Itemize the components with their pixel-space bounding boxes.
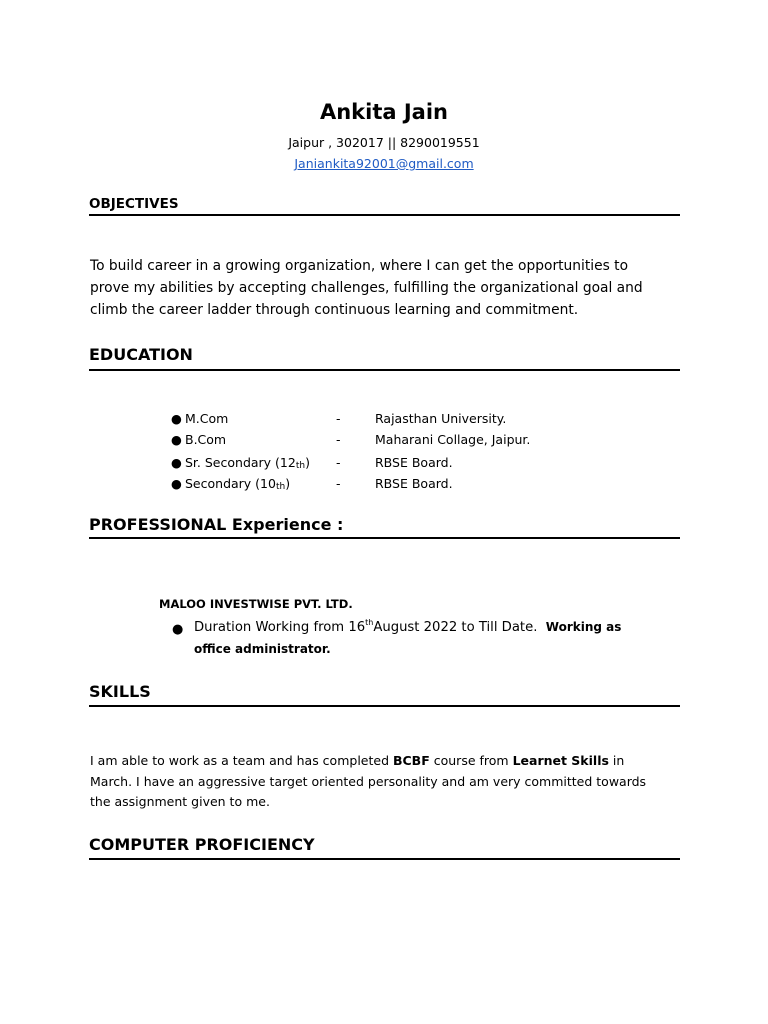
bullet-icon: ●	[171, 411, 182, 426]
education-separator: -	[336, 455, 341, 470]
bullet-icon: ●	[171, 432, 182, 447]
bullet-icon: ●	[171, 476, 182, 491]
education-institution: RBSE Board.	[375, 455, 453, 470]
experience-role: Working as	[545, 620, 622, 634]
education-institution: Rajasthan University.	[375, 411, 507, 426]
education-item	[0, 476, 768, 496]
experience-duration: Duration Working from 16thAugust 2022 to Till Date. Working as	[194, 618, 622, 635]
bullet-icon: ●	[171, 455, 182, 470]
email-line	[0, 156, 768, 171]
education-item	[0, 432, 768, 452]
skills-text: I am able to work as a team and has completed BCBF course from Learnet Skills in March. I have an aggressive target oriented personality and am very committed towards the assignment given to me.	[90, 753, 647, 809]
company-name: MALOO INVESTWISE PVT. LTD.	[159, 597, 353, 611]
education-degree: M.Com	[185, 411, 229, 426]
education-institution: RBSE Board.	[375, 476, 453, 491]
education-item	[0, 411, 768, 431]
education-separator: -	[336, 432, 341, 447]
education-institution: Maharani Collage, Jaipur.	[375, 432, 531, 447]
computer-proficiency-heading: COMPUTER PROFICIENCY	[89, 835, 315, 854]
education-separator: -	[336, 411, 341, 426]
education-separator: -	[336, 476, 341, 491]
objectives-divider	[89, 214, 680, 216]
computer-proficiency-divider	[89, 858, 680, 860]
experience-heading: PROFESSIONAL Experience :	[89, 515, 344, 534]
email-link[interactable]: Janiankita92001@gmail.com	[294, 156, 474, 171]
education-item	[0, 455, 768, 475]
experience-divider	[89, 537, 680, 539]
education-degree: Sr. Secondary $(12_{th})$	[185, 455, 310, 471]
bullet-icon: ●	[172, 622, 184, 637]
applicant-name: Ankita Jain	[319, 100, 449, 124]
skills-heading: SKILLS	[89, 682, 151, 701]
education-divider	[89, 369, 680, 371]
education-heading: EDUCATION	[89, 345, 193, 364]
contact-line: Jaipur , 302017 || 8290019551	[288, 135, 480, 150]
objectives-heading: OBJECTIVES	[89, 196, 179, 212]
education-degree: Secondary $(10_{th})$	[185, 476, 291, 492]
objectives-text: To build career in a growing organization, where I can get the opportunities to prove my abilities by accepting challenges, fulfilling the organizational goal and climb the career ladder through continuous learning and commitment.	[90, 258, 643, 318]
education-degree: B.Com	[185, 432, 227, 447]
skills-divider	[89, 705, 680, 707]
experience-role-continued: office administrator.	[194, 642, 331, 656]
